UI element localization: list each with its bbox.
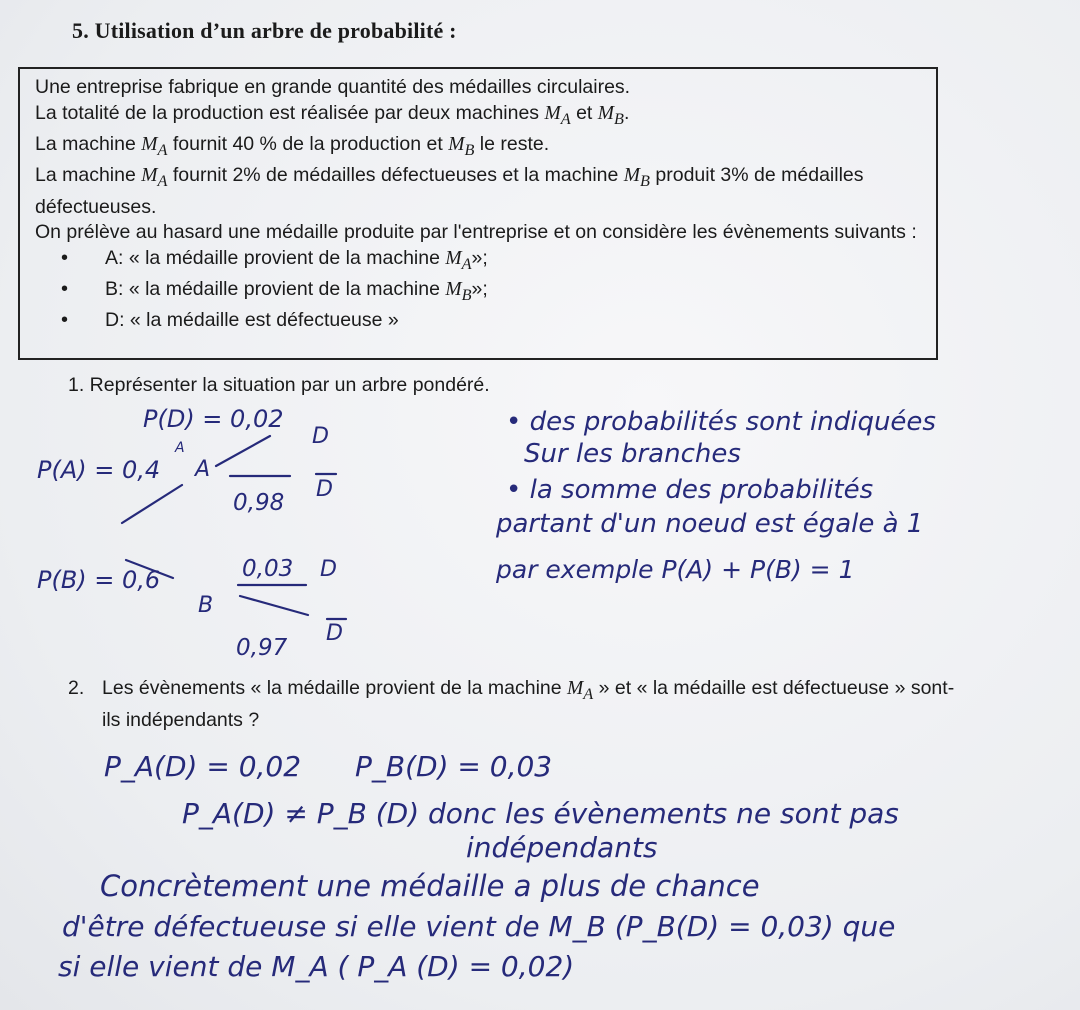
- note-line-2: Sur les branches: [524, 439, 741, 469]
- prob-b-d: 0,03: [242, 556, 294, 582]
- handwritten-probability-tree: [0, 400, 1080, 670]
- question-1: 1. Représenter la situation par un arbre pondéré.: [68, 374, 490, 396]
- leaf-a-d: D: [312, 424, 329, 449]
- statement-line-5: On prélève au hasard une médaille produite par l'entreprise et on considère les évènements suivants :: [35, 221, 917, 244]
- event-list: [35, 246, 924, 334]
- pa-label: P(A) = 0,4: [37, 456, 161, 484]
- statement-line-4: La machine $M_A$ fournit 2% de médailles défectueuses et la machine $M_B$ produit 3% de médailles défectueuses.: [35, 164, 864, 218]
- statement-line-3: La machine $M_A$ fournit 40 % de la production et $M_B$ le reste.: [35, 132, 550, 159]
- branch-b-dbar: [240, 596, 308, 615]
- pad-subscript: A: [175, 440, 185, 456]
- pad-label: P(D) = 0,02: [143, 405, 284, 433]
- answer-line-1b: P_B(D) = 0,03: [355, 750, 553, 783]
- answer-line-4: Concrètement une médaille a plus de chance: [100, 869, 760, 903]
- branch-a-d: [216, 436, 270, 466]
- answer-line-5: d'être défectueuse si elle vient de M_B (P_B(D) = 0,03) que: [62, 910, 896, 943]
- statement-line-1: Une entreprise fabrique en grande quantité des médailles circulaires.: [35, 76, 631, 98]
- handwritten-answer: [0, 730, 1080, 1005]
- note-line-3: • la somme des probabilités: [506, 475, 874, 505]
- prob-a-dbar: 0,98: [233, 490, 285, 516]
- exercise-title: 5. Utilisation d’un arbre de probabilité :: [72, 18, 457, 43]
- answer-line-3: indépendants: [466, 831, 658, 864]
- question-2: 2. Les évènements « la médaille provient de la machine $M_A$ » et « la médaille est défectueuse » sont-ils indépendants ?: [68, 677, 955, 731]
- node-a: A: [195, 457, 211, 482]
- statement-line-2: La totalité de la production est réalisée par deux machines $M_A$ et $M_B$.: [35, 101, 630, 128]
- pb-label: P(B) = 0,6: [37, 566, 161, 594]
- leaf-a-dbar: D: [316, 477, 333, 502]
- event-item-a: • A: « la médaille provient de la machine $M_A$»;: [105, 246, 924, 277]
- branch-root-a: [122, 485, 182, 523]
- question-2-number: 2.: [68, 677, 85, 699]
- leaf-b-d: D: [320, 557, 337, 582]
- node-b: B: [198, 593, 214, 618]
- note-line-1: • des probabilités sont indiquées: [506, 407, 936, 437]
- problem-statement-box: [18, 67, 938, 360]
- note-line-5: par exemple P(A) + P(B) = 1: [496, 555, 855, 584]
- answer-line-1a: P_A(D) = 0,02: [104, 750, 302, 783]
- note-line-4: partant d'un noeud est égale à 1: [496, 509, 924, 539]
- prob-b-dbar: 0,97: [236, 635, 288, 661]
- leaf-b-dbar: D: [326, 621, 343, 646]
- answer-line-2: P_A(D) ≠ P_B (D) donc les évènements ne sont pas: [182, 797, 899, 830]
- answer-line-6: si elle vient de M_A ( P_A (D) = 0,02): [58, 950, 575, 983]
- event-item-d: • D: « la médaille est défectueuse »: [105, 308, 924, 334]
- event-item-b: • B: « la médaille provient de la machine $M_B$»;: [105, 277, 924, 308]
